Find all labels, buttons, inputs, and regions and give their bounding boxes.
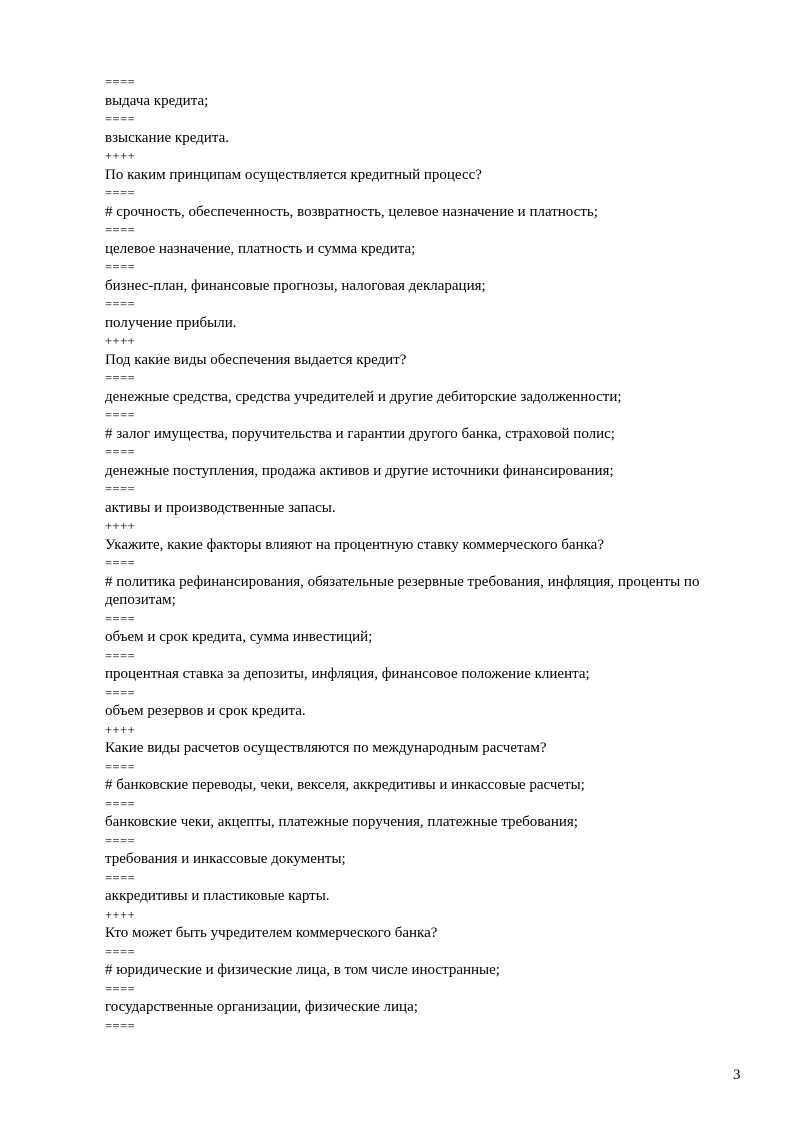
separator-line: ====	[105, 944, 136, 959]
text-line: # срочность, обеспеченность, возвратность, целевое назначение и платность;	[105, 203, 598, 220]
separator-line: ====	[105, 981, 136, 996]
text-line: целевое назначение, платность и сумма кредита;	[105, 240, 416, 257]
text-line: # юридические и физические лица, в том числе иностранные;	[105, 962, 500, 978]
document-body	[105, 73, 745, 1035]
text-line: Какие виды расчетов осуществляются по международным расчетам?	[105, 740, 547, 756]
separator-line: ====	[105, 223, 136, 237]
separator-line: ====	[105, 75, 136, 89]
separator-line: ====	[105, 112, 136, 126]
text-line: # банковские переводы, чеки, векселя, аккредитивы и инкассовые расчеты;	[105, 777, 585, 793]
text-line: процентная ставка за депозиты, инфляция, финансовое положение клиента;	[105, 666, 590, 682]
separator-line: ====	[105, 796, 136, 811]
separator-line: ++++	[105, 519, 136, 533]
page-number: 3	[733, 1067, 741, 1083]
separator-line: ====	[105, 759, 136, 774]
separator-line: ++++	[105, 907, 136, 922]
separator-line: ++++	[105, 149, 136, 163]
separator-line: ++++	[105, 722, 136, 737]
text-line: Укажите, какие факторы влияют на процентную ставку коммерческого банка?	[105, 536, 604, 553]
text-line: аккредитивы и пластиковые карты.	[105, 888, 330, 904]
text-line: Кто может быть учредителем коммерческого банка?	[105, 925, 438, 941]
separator-line: ====	[105, 186, 136, 200]
text-line: денежные поступления, продажа активов и другие источники финансирования;	[105, 462, 614, 479]
text-line: денежные средства, средства учредителей и другие дебиторские задолженности;	[105, 388, 622, 405]
separator-line: ====	[105, 648, 136, 663]
text-line: государственные организации, физические лица;	[105, 999, 418, 1015]
text-line: получение прибыли.	[105, 314, 237, 331]
text-line: банковские чеки, акцепты, платежные поручения, платежные требования;	[105, 814, 578, 830]
text-line: объем и срок кредита, сумма инвестиций;	[105, 629, 373, 645]
text-line: По каким принципам осуществляется кредитный процесс?	[105, 166, 482, 183]
text-line: объем резервов и срок кредита.	[105, 703, 306, 719]
separator-line: ====	[105, 870, 136, 885]
separator-line: ====	[105, 685, 136, 700]
separator-line: ====	[105, 371, 136, 385]
text-line: # политика рефинансирования, обязательные резервные требования, инфляция, проценты по депозитам;	[105, 573, 700, 608]
text-line: # залог имущества, поручительства и гарантии другого банка, страховой полис;	[105, 425, 615, 442]
separator-line: ====	[105, 482, 136, 496]
text-line: требования и инкассовые документы;	[105, 851, 346, 867]
separator-line: ====	[105, 445, 136, 459]
separator-line: ====	[105, 408, 136, 422]
text-line: выдача кредита;	[105, 92, 209, 109]
separator-line: ====	[105, 297, 136, 311]
separator-line: ====	[105, 556, 136, 570]
separator-line: ====	[105, 611, 136, 626]
separator-line: ====	[105, 1018, 136, 1033]
text-line: активы и производственные запасы.	[105, 499, 336, 516]
text-line: взыскание кредита.	[105, 129, 229, 146]
text-line: бизнес-план, финансовые прогнозы, налоговая декларация;	[105, 277, 486, 294]
separator-line: ====	[105, 833, 136, 848]
separator-line: ++++	[105, 334, 136, 348]
text-line: Под какие виды обеспечения выдается кредит?	[105, 351, 407, 368]
separator-line: ====	[105, 260, 136, 274]
